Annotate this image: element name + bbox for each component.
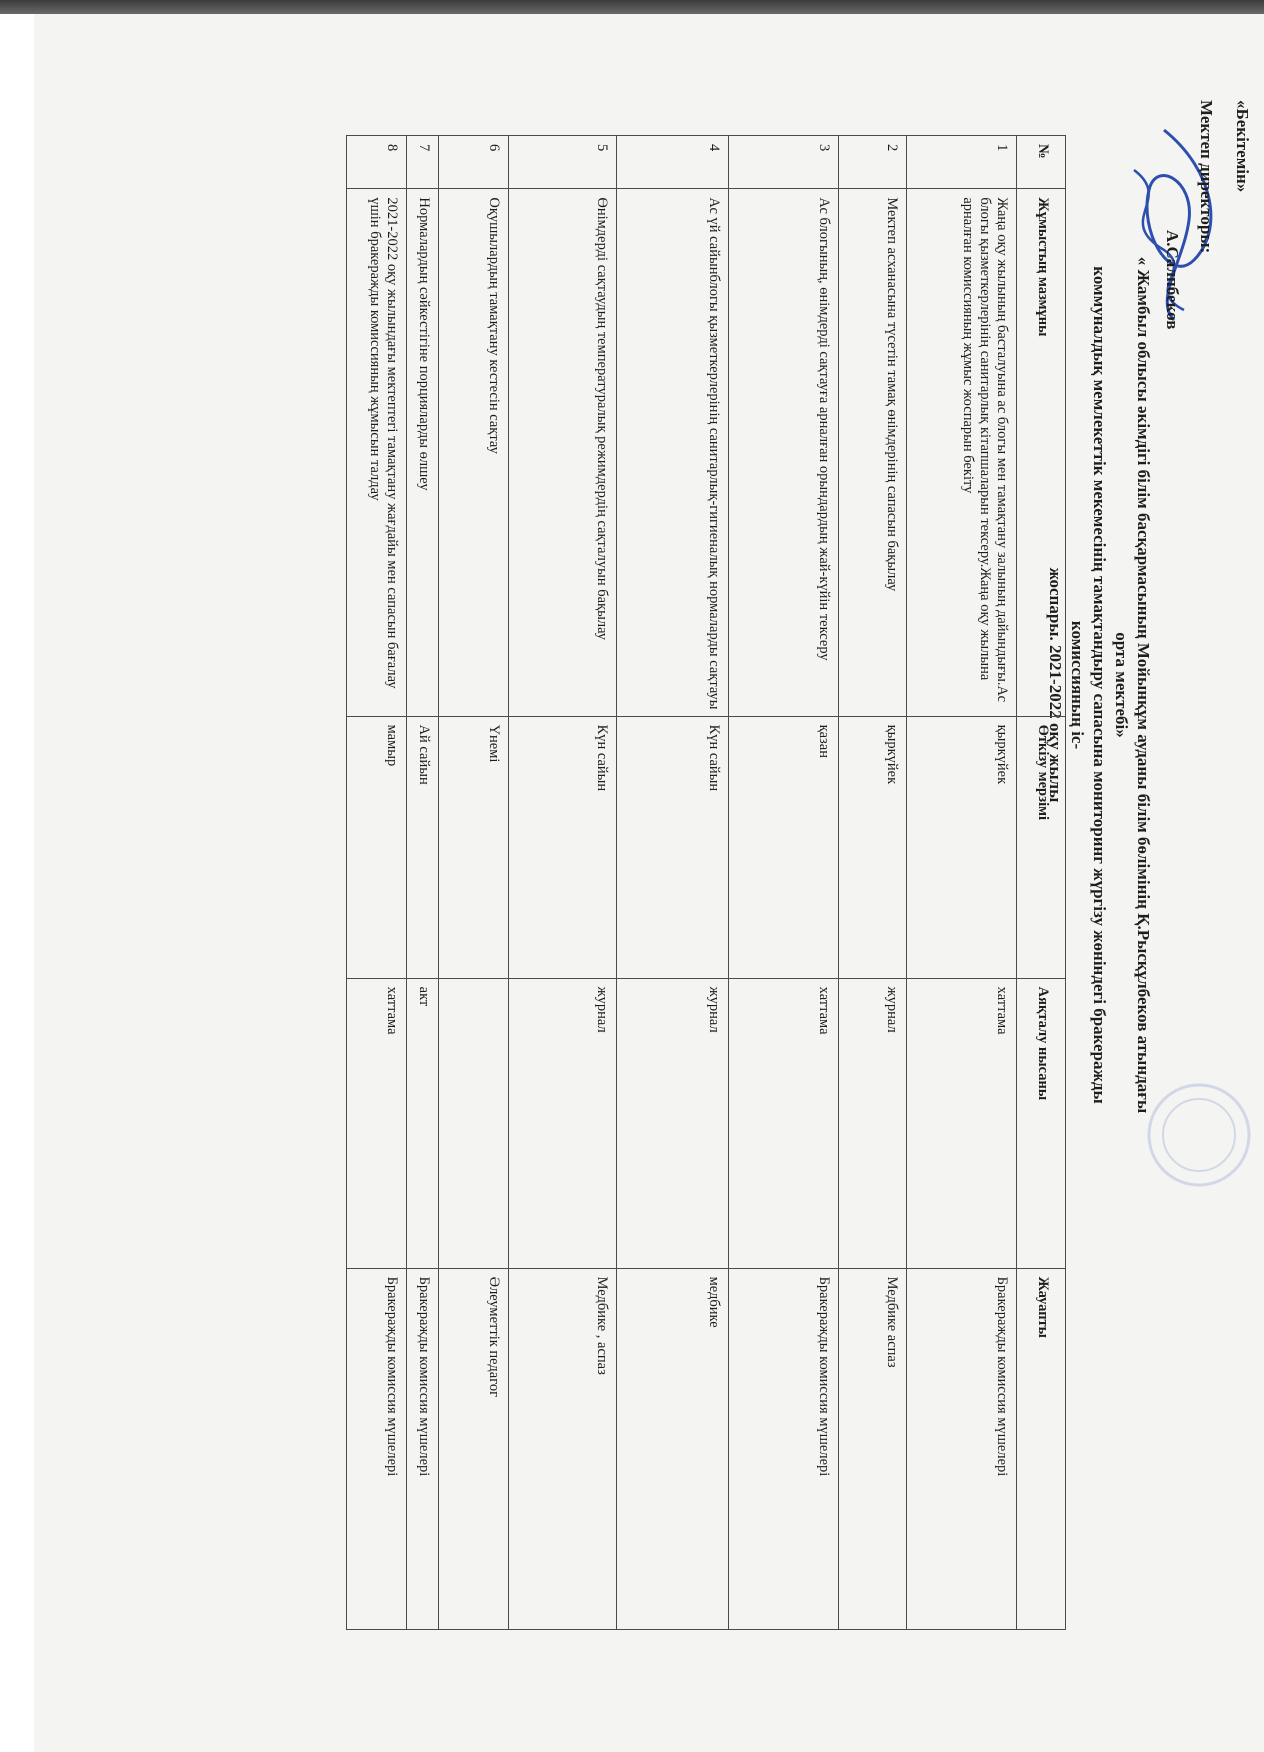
cell-form: хаттама — [347, 978, 407, 1268]
cell-content: Жаңа оқу жылының басталуына ас блогы мен тамақтану залының дайындығы.Ас блогы қызметкерлерінің санитарлық кітапшаларын тексеру.Жаңа оқу жылына арналған комиссияның жұмыс жоспарын бекіту — [907, 189, 1017, 716]
table-row — [729, 136, 839, 1630]
seal-stamp — [1144, 1080, 1254, 1190]
paper-sheet — [34, 14, 1264, 1752]
cell-responsible: Бракеражды комиссия мүшелері — [729, 1268, 839, 1629]
cell-number: 2 — [839, 136, 907, 189]
cell-number: 7 — [407, 136, 439, 189]
table-row — [839, 136, 907, 1630]
director-label: Мектеп директоры: — [1197, 100, 1216, 254]
cell-form: журнал — [839, 978, 907, 1268]
header-time: Өткізу мерзімі — [1017, 716, 1066, 978]
cell-content: Ас үй сайынблогы қызметкерлерінің санитарлық-гигиеналық нормаларды сақтауы — [617, 189, 729, 716]
header-responsible: Жауапты — [1017, 1268, 1066, 1629]
director-name: А.Салпбеков — [1163, 230, 1182, 330]
cell-number: 6 — [439, 136, 509, 189]
header-content: Жұмыстың мазмұны — [1017, 189, 1066, 716]
cell-content: 2021-2022 оқу жылындағы мектептегі тамақтану жағдайы мен сапасын бағалау үшін бракеражды комиссияның жұмысын талдау — [347, 189, 407, 716]
cell-form — [439, 978, 509, 1268]
rotated-document — [94, 40, 1264, 1720]
cell-content: Оқушылардың тамақтану кестесін сақтау — [439, 189, 509, 716]
cell-responsible: Бракеражды комиссия мүшелері — [347, 1268, 407, 1629]
cell-content: Нормалардың сәйкестігіне порцияларды өлшеу — [407, 189, 439, 716]
cell-form: журнал — [617, 978, 729, 1268]
header-form: Аяқталу нысаны — [1017, 978, 1066, 1268]
table-row — [907, 136, 1017, 1630]
cell-number: 5 — [509, 136, 617, 189]
cell-responsible: Медбике аспаз — [839, 1268, 907, 1629]
cell-content: Ас блогының, өнімдерді сақтауға арналған орындардың жай-күйін тексеру — [729, 189, 839, 716]
cell-responsible: Бракеражды комиссия мүшелері — [407, 1268, 439, 1629]
cell-content: Мектеп асханасына түсетін тамақ өнімдерінің сапасын бақылау — [839, 189, 907, 716]
cell-responsible: медбике — [617, 1268, 729, 1629]
header-number: № — [1017, 136, 1066, 189]
cell-number: 8 — [347, 136, 407, 189]
cell-content: Өнімдерді сақтаудың температуралық режимдердің сақталуын бақылау — [509, 189, 617, 716]
cell-time: мамыр — [347, 716, 407, 978]
title-line: « Жамбыл облысы әкімдігі білім басқармасының Мойынқұм ауданы білім бөлімінің Қ.Рысқұлбеков атындағы орта мектебі» — [1112, 256, 1153, 1114]
scanner-edge — [0, 0, 1264, 14]
table-row — [407, 136, 439, 1630]
table-row — [617, 136, 729, 1630]
cell-responsible: Бракеражды комиссия мүшелері — [907, 1268, 1017, 1629]
cell-time: қыркүйек — [839, 716, 907, 978]
cell-form: акт — [407, 978, 439, 1268]
cell-form: журнал — [509, 978, 617, 1268]
work-plan-table — [346, 135, 1066, 1630]
cell-number: 1 — [907, 136, 1017, 189]
table-row — [347, 136, 407, 1630]
cell-number: 4 — [617, 136, 729, 189]
cell-time: Күн сайын — [509, 716, 617, 978]
cell-responsible: Әлеуметтік педагог — [439, 1268, 509, 1629]
cell-number: 3 — [729, 136, 839, 189]
title-line: жоспары. 2021-2022 оқу жылы — [1046, 567, 1065, 803]
cell-time: Ай сайын — [407, 716, 439, 978]
cell-time: Үнемі — [439, 716, 509, 978]
cell-time: Күн сайын — [617, 716, 729, 978]
cell-time: қыркүйек — [907, 716, 1017, 978]
cell-form: хаттама — [729, 978, 839, 1268]
title-line: коммуналдық мемлекеттік мекемесінің тамақтандыру сапасына мониторинг жүргізу жөніндегі бракеражды комиссияның іс- — [1068, 266, 1109, 1104]
cell-form: хаттама — [907, 978, 1017, 1268]
cell-time: қазан — [729, 716, 839, 978]
cell-responsible: Медбике , аспаз — [509, 1268, 617, 1629]
table-header-row — [1017, 136, 1066, 1630]
table-row — [439, 136, 509, 1630]
table-row — [509, 136, 617, 1630]
approve-label: «Бекітемін» — [1233, 100, 1252, 193]
